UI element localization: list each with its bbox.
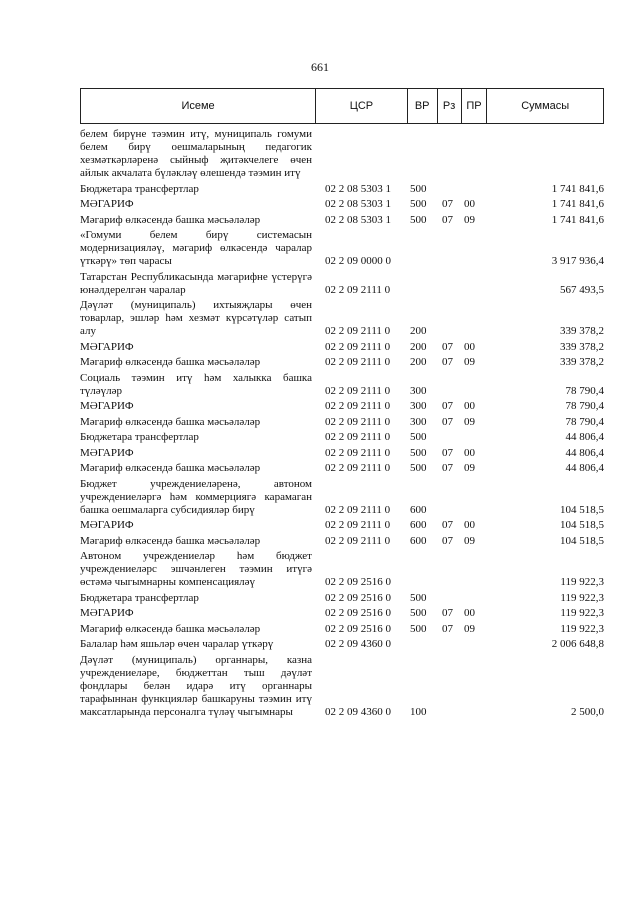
- cell-csr: 02 2 09 2111 0: [325, 283, 391, 296]
- cell-vr: 600: [410, 519, 427, 531]
- cell-rz: 07: [442, 607, 453, 619]
- cell-vr: 300: [410, 415, 427, 428]
- cell-vr: 200: [410, 325, 427, 337]
- table-row: [80, 623, 604, 636]
- header-pr: ПР: [462, 89, 488, 123]
- cell-csr: 02 2 09 2111 0: [325, 340, 391, 353]
- cell-vr: 300: [410, 384, 427, 397]
- cell-name: Мәгариф өлкәсендә башка мәсьәләләр: [80, 213, 261, 226]
- cell-pr: 00: [464, 340, 475, 353]
- table-row: [80, 416, 604, 429]
- cell-pr: 00: [464, 607, 475, 619]
- cell-vr: 300: [410, 400, 427, 412]
- cell-pr: 00: [464, 198, 475, 210]
- cell-sum: 3 917 936,4: [551, 255, 604, 267]
- cell-name: Автоном учреждениеләр һәм бюджет учреждениеләрс эшчәнлеген тәэмин итүгә өстәмә чыгымнарны компенсацияләү: [80, 550, 312, 588]
- cell-sum: 104 518,5: [560, 519, 604, 531]
- cell-pr: 00: [464, 446, 475, 459]
- table-row: [80, 128, 604, 180]
- cell-sum: 104 518,5: [560, 534, 604, 547]
- cell-name: Балалар һәм яшьләр өчен чаралар үткәрү: [80, 638, 274, 650]
- cell-vr: 500: [410, 431, 427, 443]
- cell-name: Татарстан Республикасында мәгарифне үстерүгә юнәлдерелгән чаралар: [80, 270, 312, 296]
- table-row: [80, 299, 604, 338]
- cell-csr: 02 2 09 2516 0: [325, 591, 391, 604]
- cell-vr: 200: [410, 356, 427, 368]
- cell-vr: 500: [410, 446, 427, 459]
- cell-name: МӘГАРИФ: [80, 400, 134, 412]
- cell-rz: 07: [442, 356, 453, 368]
- table-row: [80, 214, 604, 227]
- cell-name: белем бирүне тәэмин итү, муниципаль гомуми белем бирү оешмаларының педагогик хезмәткәрләренә сыйныф җитәкчелеге өчен айлык акчалата бүләкләү өлешендә тәэмин итү: [80, 128, 312, 179]
- cell-name: Мәгариф өлкәсендә башка мәсьәләләр: [80, 415, 261, 428]
- cell-name: Бюджетара трансфертлар: [80, 182, 199, 195]
- cell-sum: 567 493,5: [560, 283, 604, 296]
- cell-name: МӘГАРИФ: [80, 198, 134, 210]
- cell-name: МӘГАРИФ: [80, 446, 134, 459]
- cell-csr: 02 2 09 2111 0: [325, 431, 391, 443]
- cell-csr: 02 2 09 2516 0: [325, 576, 391, 588]
- cell-name: Мәгариф өлкәсендә башка мәсьәләләр: [80, 622, 261, 635]
- cell-vr: 500: [410, 213, 427, 226]
- header-name: Исеме: [81, 89, 316, 123]
- cell-name: Мәгариф өлкәсендә башка мәсьәләләр: [80, 356, 261, 368]
- cell-name: МӘГАРИФ: [80, 340, 134, 353]
- cell-pr: 09: [464, 462, 475, 474]
- cell-name: МӘГАРИФ: [80, 519, 134, 531]
- header-csr: ЦСР: [316, 89, 408, 123]
- cell-name: МӘГАРИФ: [80, 607, 134, 619]
- table-row: [80, 183, 604, 196]
- cell-vr: 600: [410, 534, 427, 547]
- table-row: [80, 431, 604, 444]
- table-row: [80, 341, 604, 354]
- cell-sum: 1 741 841,6: [551, 198, 604, 210]
- cell-sum: 78 790,4: [565, 400, 604, 412]
- table-body: [80, 128, 604, 719]
- cell-name: Мәгариф өлкәсендә башка мәсьәләләр: [80, 534, 261, 547]
- cell-sum: 44 806,4: [565, 446, 604, 459]
- cell-csr: 02 2 09 4360 0: [325, 705, 391, 718]
- cell-sum: 119 922,3: [560, 607, 604, 619]
- cell-vr: 500: [410, 607, 427, 619]
- cell-name: Бюджетара трансфертлар: [80, 591, 199, 604]
- cell-rz: 07: [442, 534, 453, 547]
- cell-rz: 07: [442, 213, 453, 226]
- cell-vr: 500: [410, 591, 427, 604]
- table-row: [80, 592, 604, 605]
- cell-name: Бюджетара трансфертлар: [80, 431, 199, 443]
- table-row: [80, 607, 604, 620]
- cell-sum: 104 518,5: [560, 503, 604, 516]
- cell-sum: 119 922,3: [560, 622, 604, 635]
- cell-name: «Гомуми белем бирү системасын модернизацияләү, мәгариф өлкәсендә чаралар үткәрү» төп чарасы: [80, 229, 312, 267]
- cell-csr: 02 2 09 2111 0: [325, 534, 391, 547]
- cell-vr: 500: [410, 462, 427, 474]
- cell-name: Мәгариф өлкәсендә башка мәсьәләләр: [80, 462, 261, 474]
- cell-csr: 02 2 09 2111 0: [325, 325, 391, 337]
- table-row: [80, 535, 604, 548]
- cell-rz: 07: [442, 622, 453, 635]
- header-vr: ВР: [408, 89, 438, 123]
- cell-csr: 02 2 09 2111 0: [325, 356, 391, 368]
- cell-pr: 09: [464, 213, 475, 226]
- cell-csr: 02 2 08 5303 1: [325, 213, 391, 226]
- cell-csr: 02 2 09 2111 0: [325, 400, 391, 412]
- cell-csr: 02 2 09 2111 0: [325, 519, 391, 531]
- cell-csr: 02 2 09 0000 0: [325, 255, 391, 267]
- cell-sum: 1 741 841,6: [551, 182, 604, 195]
- table-row: [80, 447, 604, 460]
- cell-rz: 07: [442, 400, 453, 412]
- cell-name: Дәүләт (муниципаль) органнары, казна учреждениеләре, бюджеттан тыш дәүләт фондлары белән идарә итү органнары тарафыннан функцияләр башкаруны тәэмин итү максатларында персоналга түләү чыгымнары: [80, 653, 312, 718]
- table-row: [80, 198, 604, 211]
- table-row: [80, 519, 604, 532]
- cell-sum: 1 741 841,6: [551, 213, 604, 226]
- cell-pr: 00: [464, 519, 475, 531]
- cell-sum: 2 500,0: [571, 705, 604, 718]
- cell-pr: 09: [464, 534, 475, 547]
- cell-rz: 07: [442, 415, 453, 428]
- table-row: [80, 372, 604, 398]
- cell-vr: 600: [410, 503, 427, 516]
- page-number: 661: [311, 60, 329, 74]
- cell-csr: 02 2 09 2516 0: [325, 622, 391, 635]
- cell-csr: 02 2 09 2516 0: [325, 607, 391, 619]
- table-row: [80, 654, 604, 719]
- cell-csr: 02 2 08 5303 1: [325, 182, 391, 195]
- table-row: [80, 478, 604, 517]
- table-row: [80, 550, 604, 589]
- cell-name: Социаль тәэмин итү һәм халыкка башка түләүләр: [80, 371, 312, 397]
- cell-pr: 09: [464, 622, 475, 635]
- table-row: [80, 356, 604, 369]
- table-row: [80, 229, 604, 268]
- cell-vr: 500: [410, 622, 427, 635]
- cell-sum: 119 922,3: [560, 591, 604, 604]
- cell-sum: 44 806,4: [565, 462, 604, 474]
- table-row: [80, 271, 604, 297]
- cell-sum: 119 922,3: [560, 576, 604, 588]
- cell-vr: 200: [410, 340, 427, 353]
- table-row: [80, 400, 604, 413]
- cell-rz: 07: [442, 462, 453, 474]
- cell-csr: 02 2 09 2111 0: [325, 462, 391, 474]
- table-row: [80, 462, 604, 475]
- cell-sum: 78 790,4: [565, 415, 604, 428]
- cell-rz: 07: [442, 446, 453, 459]
- cell-csr: 02 2 09 2111 0: [325, 415, 391, 428]
- cell-name: Дәүләт (муниципаль) ихтыяҗлары өчен товарлар, эшләр һәм хезмәт күрсәтүләр сатып алу: [80, 299, 312, 337]
- cell-sum: 44 806,4: [565, 431, 604, 443]
- cell-csr: 02 2 09 2111 0: [325, 503, 391, 516]
- header-rz: Рз: [438, 89, 462, 123]
- cell-pr: 09: [464, 356, 475, 368]
- cell-vr: 500: [410, 182, 427, 195]
- cell-sum: 339 378,2: [560, 340, 604, 353]
- cell-rz: 07: [442, 340, 453, 353]
- cell-csr: 02 2 09 4360 0: [325, 638, 391, 650]
- cell-csr: 02 2 09 2111 0: [325, 384, 391, 397]
- cell-vr: 500: [410, 198, 427, 210]
- cell-csr: 02 2 08 5303 1: [325, 198, 391, 210]
- budget-table: [80, 88, 604, 721]
- cell-sum: 339 378,2: [560, 356, 604, 368]
- table-row: [80, 638, 604, 651]
- cell-sum: 339 378,2: [560, 325, 604, 337]
- cell-pr: 09: [464, 415, 475, 428]
- header-sum: Суммасы: [521, 100, 570, 112]
- cell-rz: 07: [442, 519, 453, 531]
- cell-sum: 78 790,4: [565, 384, 604, 397]
- cell-vr: 100: [410, 705, 427, 718]
- table-header: [80, 88, 604, 124]
- cell-pr: 00: [464, 400, 475, 412]
- cell-rz: 07: [442, 198, 453, 210]
- cell-name: Бюджет учреждениеләренә, автоном учреждениеләргә һәм коммерциягә карамаган башка оешмаларга субсидияләр бирү: [80, 477, 312, 516]
- cell-sum: 2 006 648,8: [551, 638, 604, 650]
- cell-csr: 02 2 09 2111 0: [325, 446, 391, 459]
